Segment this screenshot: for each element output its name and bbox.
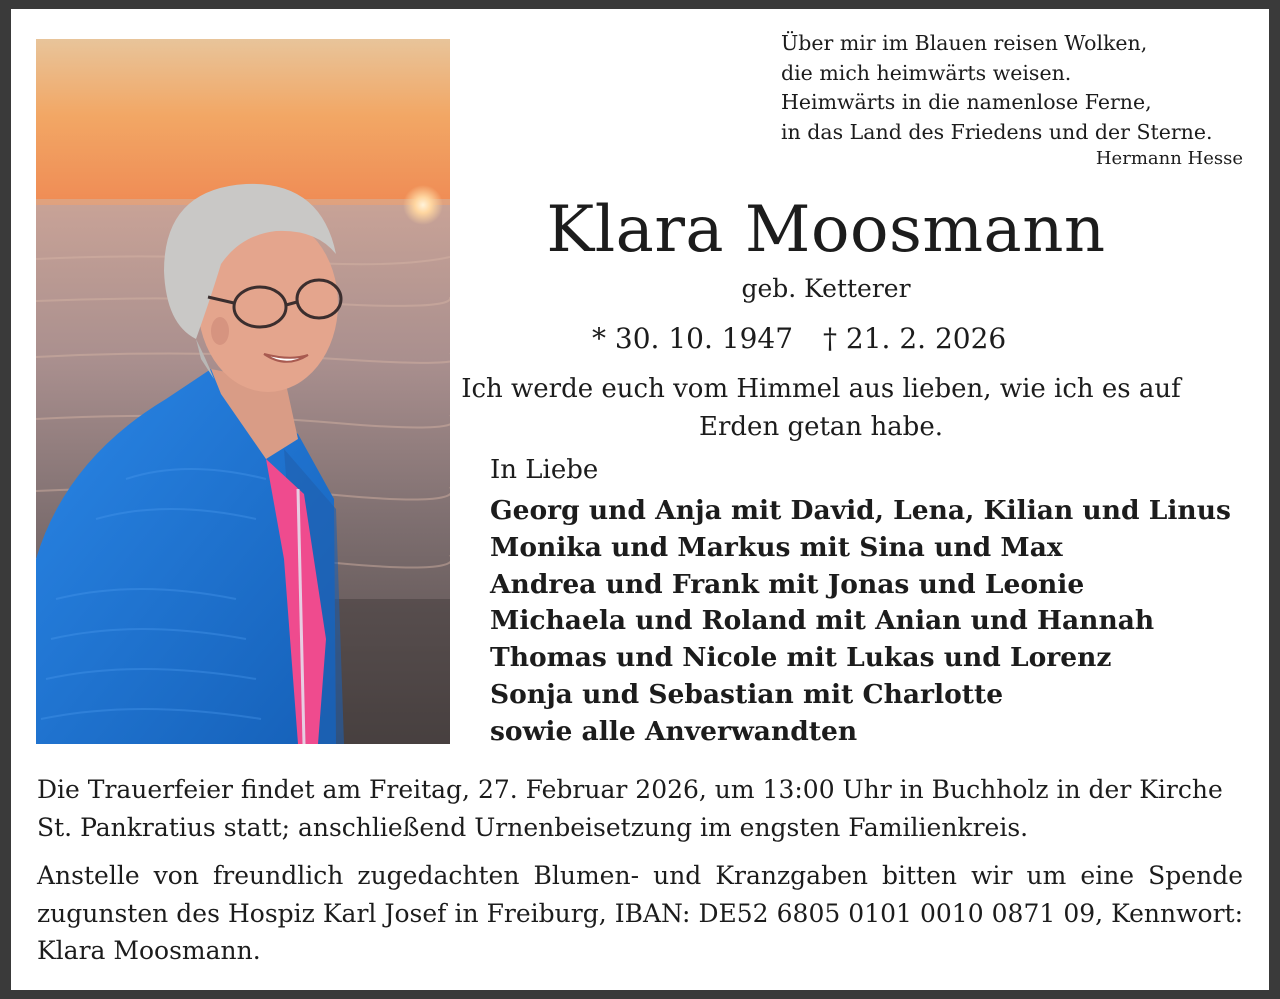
mourner-line: Sonja und Sebastian mit Charlotte [490,678,1004,710]
poem-line: in das Land des Friedens und der Sterne. [781,119,1213,144]
mourner-line: sowie alle Anverwandten [490,715,858,747]
mourner-line: Georg und Anja mit David, Lena, Kilian und Linus [490,495,1231,526]
sun [403,185,443,225]
maiden-name: geb. Ketterer [741,274,911,303]
mourner-line: Monika und Markus mit Sina und Max [490,531,1063,563]
poem-line: Über mir im Blauen reisen Wolken, [781,31,1148,55]
mourner-line: Andrea und Frank mit Jonas und Leonie [490,568,1085,600]
mourners-list [490,493,1231,751]
death-date: † 21. 2. 2026 [823,322,1007,355]
poem-line: Heimwärts in die namenlose Ferne, [781,90,1152,114]
sunset-sky [36,39,450,209]
portrait-photo [36,39,450,744]
obituary-card [11,9,1269,990]
mourner-line: Michaela und Roland mit Anian und Hannah [490,605,1155,637]
donation-notice: Anstelle von freundlich zugedachten Blumen- und Kranzgaben bitten wir um eine Spende zugunsten des Hospiz Karl Josef in Freiburg, IBAN: DE52 6805 0101 0010 0871 09, Kennwort: Klara Moosmann. [37,861,1243,965]
life-dates [592,321,1006,357]
poem-line: die mich heimwärts weisen. [781,60,1072,85]
memorial-quote: Ich werde euch vom Himmel aus lieben, wie ich es auf Erden getan habe. [461,374,1181,442]
mourners-intro: In Liebe [490,455,599,485]
funeral-notice: Die Trauerfeier findet am Freitag, 27. Februar 2026, um 13:00 Uhr in Buchholz in der Kirche St. Pankratius statt; anschließend Urnenbeisetzung im engsten Familienkreis. [37,775,1223,842]
mourner-line: Thomas und Nicole mit Lukas und Lorenz [490,642,1112,674]
birth-date: * 30. 10. 1947 [592,322,794,355]
deceased-name: Klara Moosmann [546,193,1106,267]
poem-author: Hermann Hesse [1095,148,1243,169]
poem-block [781,29,1243,172]
